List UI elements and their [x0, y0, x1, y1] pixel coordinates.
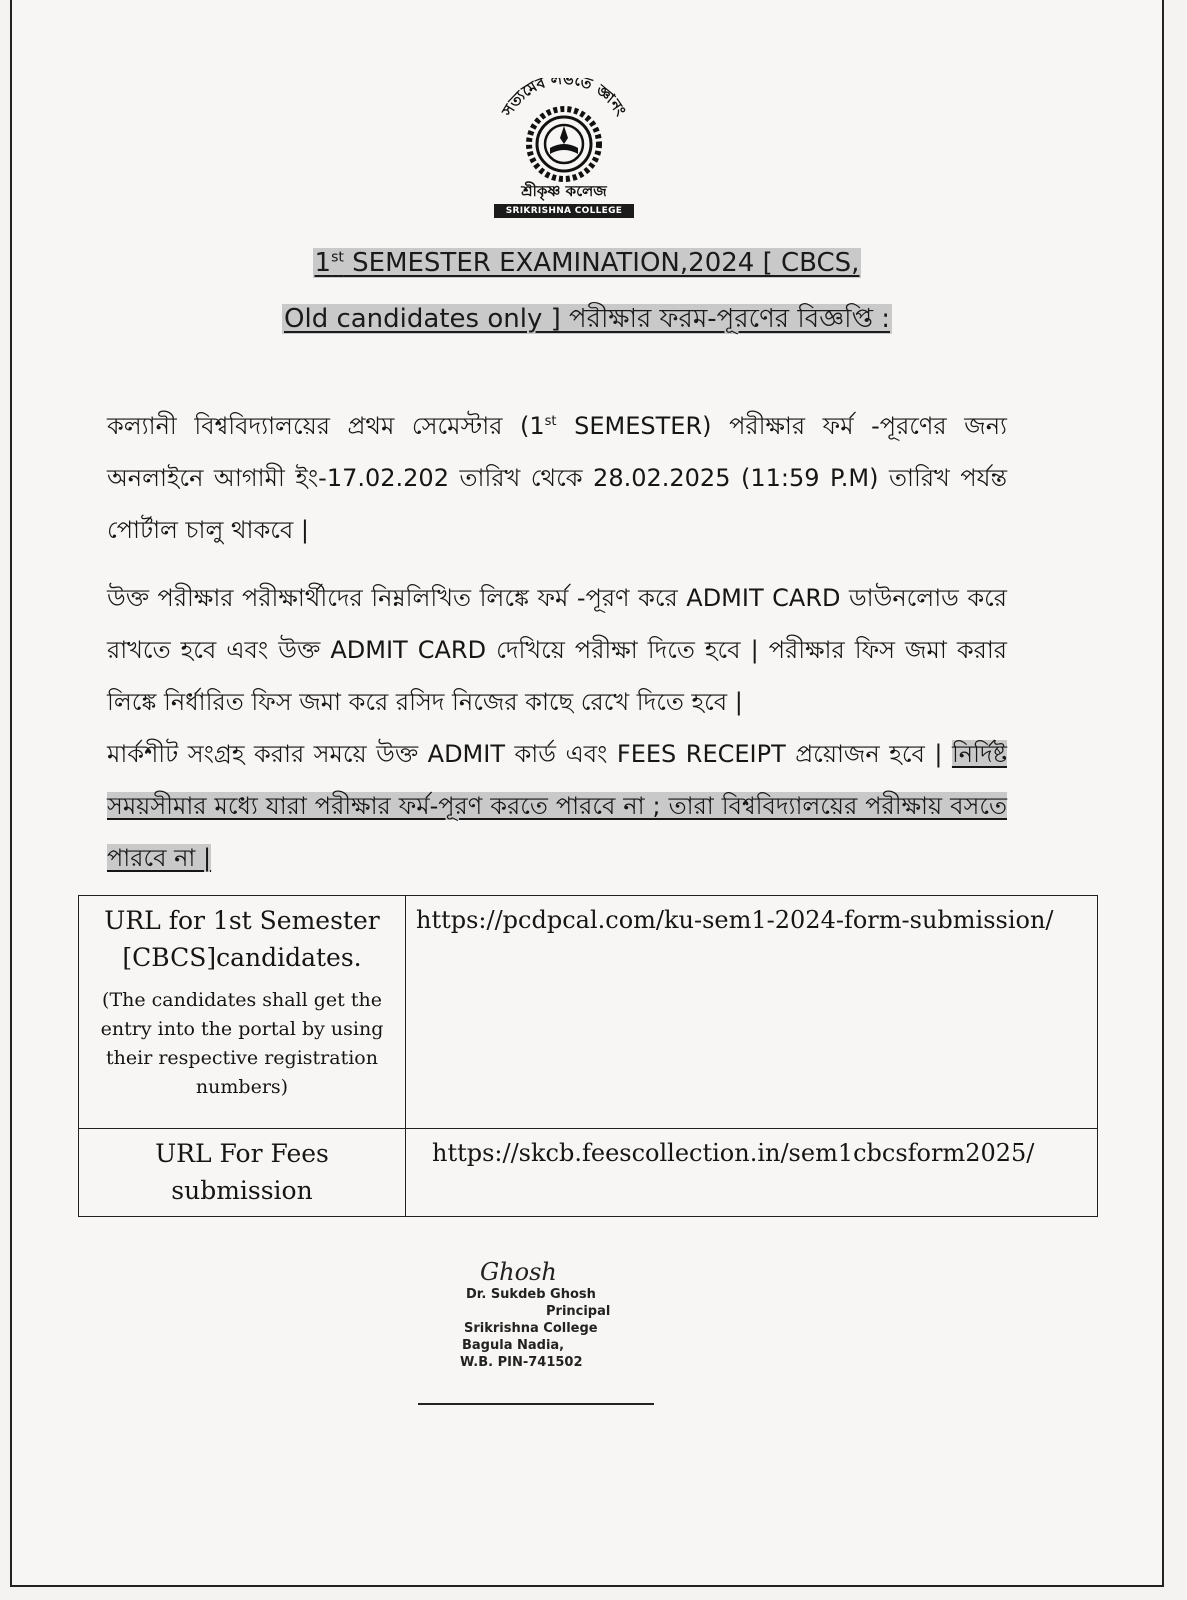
form-submission-link[interactable]: https://pcdpcal.com/ku-sem1-2024-form-submission/	[406, 896, 1098, 1129]
logo-name-english: SRIKRISHNA COLLEGE	[494, 204, 634, 218]
college-place: Bagula Nadia,	[462, 1338, 565, 1353]
principal-name: Dr. Sukdeb Ghosh	[466, 1287, 596, 1302]
fees-submission-link[interactable]: https://skcb.feescollection.in/sem1cbcsform2025/	[406, 1129, 1098, 1217]
admit-card-instructions: উক্ত পরীক্ষার পরীক্ষার্থীদের নিম্নলিখিত লিঙ্কে ফর্ম -পূরণ করে ADMIT CARD ডাউনলোড করে রাখতে হবে এবং উক্ত ADMIT CARD দেখিয়ে পরীক্ষা দিতে হবে | পরীক্ষার ফিস জমা করার লিঙ্কে নির্ধারিত ফিস জমা করে রসিদ নিজের কাছে রেখে দিতে হবে |	[107, 584, 1007, 716]
notice-heading-line2	[12, 298, 1162, 342]
principal-title: Principal	[546, 1304, 611, 1319]
principal-signature-block	[452, 1258, 672, 1371]
heading-exam-name: SEMESTER EXAMINATION,2024 [ CBCS,	[352, 248, 860, 278]
notice-page	[10, 0, 1164, 1587]
signature-scrawl: Ghosh	[480, 1258, 557, 1286]
url-table	[78, 895, 1098, 1217]
semester-url-label: URL for 1st Semester [CBCS]candidates.	[104, 906, 380, 972]
schedule-text-start: কল্যানী বিশ্ববিদ্যালয়ের প্রথম সেমেস্টার (1	[107, 412, 545, 440]
college-pin: W.B. PIN-741502	[460, 1355, 583, 1370]
logo-name-bengali: শ্রীকৃষ্ণ কলেজ	[521, 182, 607, 200]
marksheet-requirement: মার্কশীট সংগ্রহ করার সময়ে উক্ত ADMIT কার্ড এবং FEES RECEIPT প্রয়োজন হবে |	[107, 740, 952, 768]
deadline-warning: নির্দিষ্ট সময়সীমার মধ্যে যারা পরীক্ষার ফর্ম-পূরণ করতে পারবে না ; তারা বিশ্ববিদ্যালয়ের পরীক্ষায় বসতে পারবে না |	[107, 740, 1007, 872]
instructions-paragraph	[107, 572, 1007, 884]
portal-schedule-paragraph	[107, 396, 1007, 556]
svg-text:সত্যমেব লভতে জ্ঞানং	[498, 78, 630, 120]
registration-note: (The candidates shall get the entry into the portal by using their respective registration numbers)	[100, 989, 384, 1098]
college-emblem-icon	[474, 78, 654, 182]
schedule-text-end: SEMESTER) পরীক্ষার ফর্ম -পূরণের জন্য অনলাইনে আগামী ইং-17.02.202 তারিখ থেকে 28.02.2025 (11:59 P.M) তারিখ পর্যন্ত পোর্টাল চালু থাকবে |	[107, 412, 1007, 544]
table-row	[79, 1129, 1098, 1217]
logo-motto: সত্যমেব লভতে জ্ঞানং	[498, 78, 630, 120]
schedule-ordinal-sup: st	[544, 414, 557, 429]
college-name: Srikrishna College	[464, 1321, 598, 1336]
table-row	[79, 896, 1098, 1129]
semester-url-label-cell	[79, 896, 406, 1129]
heading-subtitle: Old candidates only ] পরীক্ষার ফরম-পূরণের বিজ্ঞপ্তি :	[284, 304, 890, 334]
signature-rule	[418, 1403, 654, 1405]
heading-ordinal: 1	[314, 248, 332, 278]
college-logo	[474, 78, 654, 224]
heading-ordinal-sup: st	[331, 249, 344, 266]
fees-url-label: URL For Fees submission	[79, 1129, 406, 1217]
notice-heading-line1	[12, 248, 1162, 278]
